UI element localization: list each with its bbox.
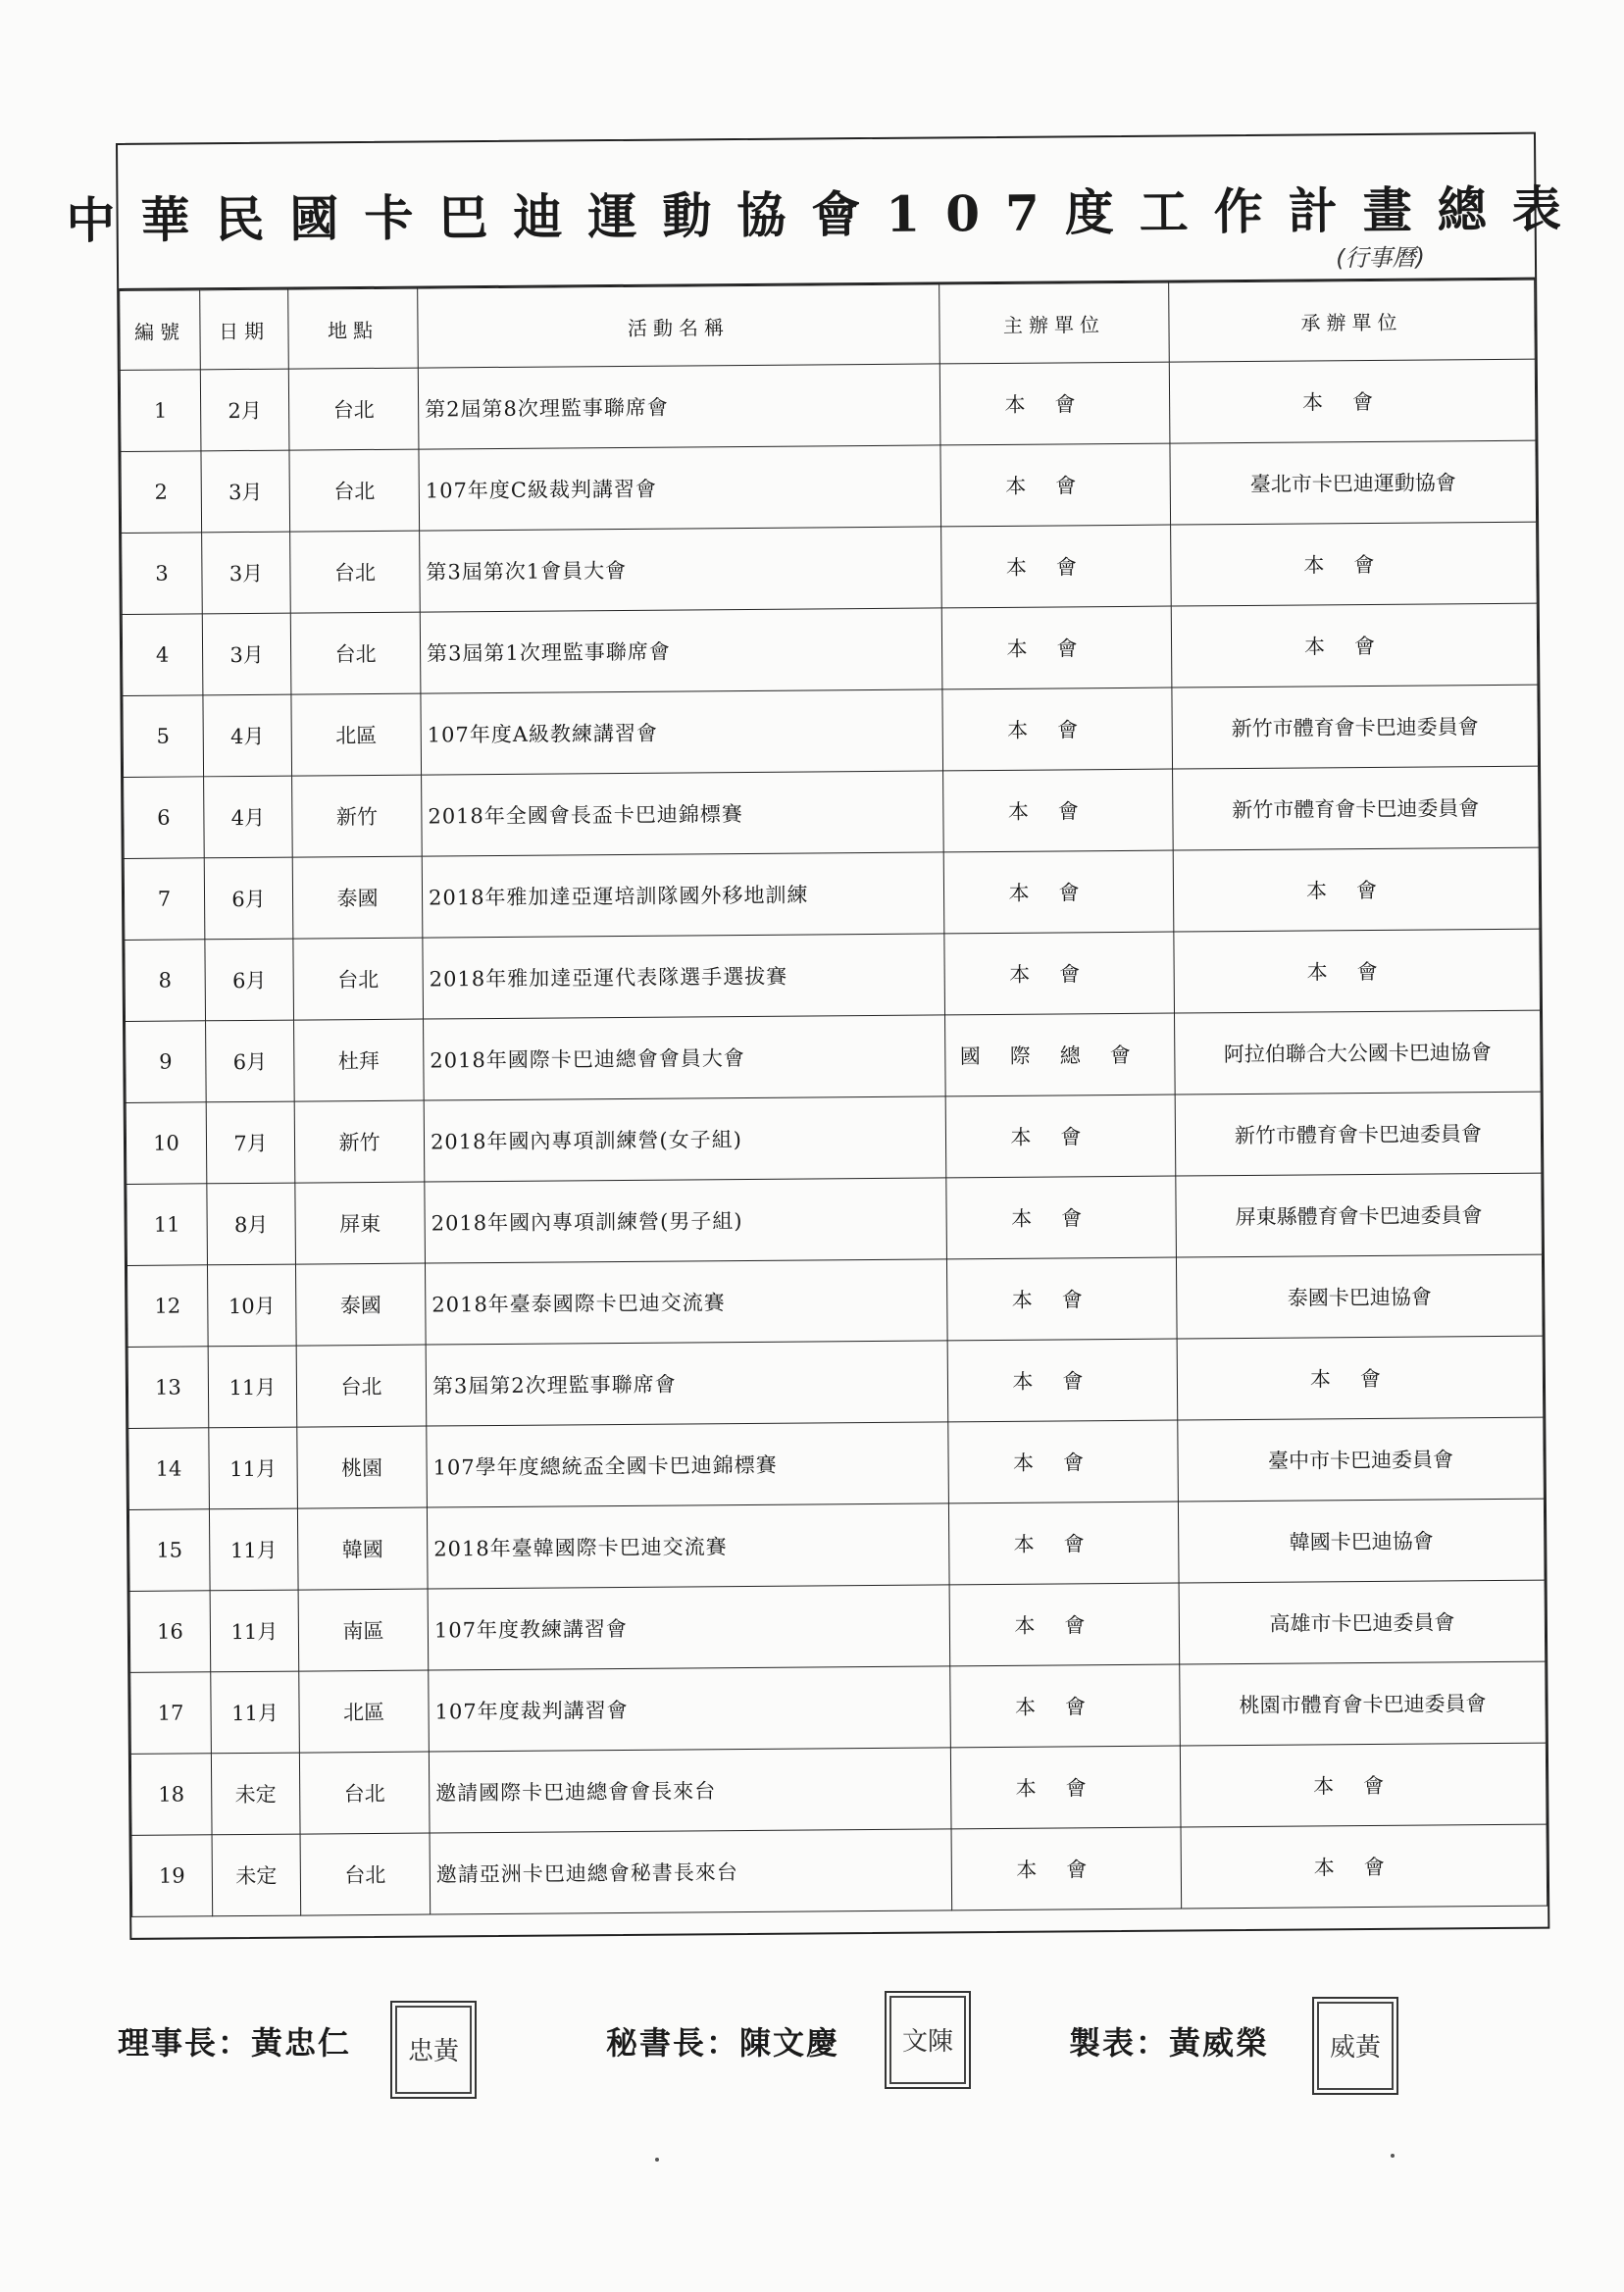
preparer-seal xyxy=(1312,1997,1398,2095)
cell-number: 2 xyxy=(121,451,202,534)
signature-row xyxy=(118,2001,1422,2109)
table-row xyxy=(129,1580,1546,1672)
cell-organizer: 本會 xyxy=(940,443,1171,527)
scan-speck xyxy=(1391,2154,1395,2158)
cell-location: 台北 xyxy=(289,449,420,532)
cell-number: 18 xyxy=(130,1754,212,1836)
cell-activity: 邀請國際卡巴迪總會會長來台 xyxy=(429,1748,951,1833)
cell-number: 4 xyxy=(122,614,203,696)
cell-location: 杜拜 xyxy=(294,1019,425,1101)
cell-organizer: 本會 xyxy=(946,1257,1177,1341)
svg-text:忠黃: 忠黃 xyxy=(407,2037,460,2066)
cell-location: 泰國 xyxy=(295,1263,426,1346)
cell-host: 新竹市體育會卡巴迪委員會 xyxy=(1172,685,1539,769)
cell-date: 11月 xyxy=(211,1671,300,1754)
table-row xyxy=(128,1499,1545,1591)
cell-date: 7月 xyxy=(206,1101,295,1184)
preparer-seal-icon xyxy=(1314,1999,1396,2093)
table-row xyxy=(120,359,1536,451)
cell-location: 台北 xyxy=(290,531,421,613)
cell-activity: 2018年雅加達亞運培訓隊國外移地訓練 xyxy=(422,852,944,938)
cell-number: 11 xyxy=(127,1184,208,1266)
cell-location: 台北 xyxy=(288,368,419,450)
cell-host: 泰國卡巴迪協會 xyxy=(1176,1254,1543,1339)
cell-date: 2月 xyxy=(200,369,289,451)
cell-organizer: 本會 xyxy=(950,1746,1181,1829)
table-row xyxy=(127,1336,1544,1428)
table-header-row xyxy=(120,280,1536,370)
cell-host: 本會 xyxy=(1174,929,1541,1013)
column-header-organizer: 主辦單位 xyxy=(939,282,1170,364)
table-row xyxy=(127,1173,1543,1265)
cell-number: 13 xyxy=(127,1347,209,1429)
cell-activity: 2018年國內專項訓練營(女子組) xyxy=(424,1096,946,1182)
cell-date: 11月 xyxy=(210,1590,299,1672)
table-row xyxy=(122,603,1538,695)
cell-location: 新竹 xyxy=(292,775,423,857)
cell-activity: 107年度裁判講習會 xyxy=(429,1666,951,1752)
table-body xyxy=(120,359,1547,1916)
cell-date: 6月 xyxy=(206,1020,295,1102)
cell-location: 台北 xyxy=(299,1752,430,1834)
cell-host: 本會 xyxy=(1173,847,1540,932)
cell-number: 6 xyxy=(124,777,205,859)
table-row xyxy=(125,929,1541,1021)
cell-number: 5 xyxy=(123,695,204,778)
cell-activity: 107年度教練講習會 xyxy=(428,1585,950,1670)
cell-host: 韓國卡巴迪協會 xyxy=(1178,1499,1545,1583)
cell-date: 6月 xyxy=(205,939,294,1021)
column-header-location: 地點 xyxy=(288,288,419,369)
cell-number: 8 xyxy=(125,940,206,1022)
preparer-signature: 製表：黃威榮 xyxy=(1069,2024,1270,2062)
cell-organizer: 本會 xyxy=(939,362,1170,445)
cell-location: 桃園 xyxy=(297,1426,428,1508)
cell-location: 屏東 xyxy=(295,1182,426,1264)
table-row xyxy=(122,522,1538,614)
cell-activity: 107學年度總統盃全國卡巴迪錦標賽 xyxy=(427,1422,949,1507)
table-row xyxy=(123,685,1539,777)
cell-organizer: 本會 xyxy=(950,1664,1181,1748)
cell-date: 3月 xyxy=(202,613,291,695)
cell-number: 9 xyxy=(126,1021,207,1103)
cell-host: 新竹市體育會卡巴迪委員會 xyxy=(1173,766,1540,850)
cell-number: 12 xyxy=(127,1265,208,1348)
document-frame xyxy=(66,132,1587,1940)
secretary-seal-icon xyxy=(887,1993,969,2087)
column-header-number: 編號 xyxy=(120,290,201,371)
cell-number: 1 xyxy=(120,370,201,452)
table-row xyxy=(124,766,1540,858)
cell-host: 本會 xyxy=(1180,1743,1547,1827)
cell-location: 台北 xyxy=(300,1833,431,1915)
cell-number: 10 xyxy=(126,1102,207,1185)
cell-date: 未定 xyxy=(211,1753,300,1835)
cell-number: 14 xyxy=(128,1428,210,1510)
cell-number: 7 xyxy=(124,858,205,941)
cell-date: 11月 xyxy=(208,1346,297,1428)
cell-organizer: 本會 xyxy=(943,850,1174,934)
cell-activity: 第3屆第1次理監事聯席會 xyxy=(420,608,942,693)
cell-organizer: 本會 xyxy=(948,1502,1179,1585)
chairman-signature: 理事長：黃忠仁 xyxy=(118,2024,352,2062)
cell-location: 南區 xyxy=(298,1589,429,1671)
cell-activity: 2018年全國會長盃卡巴迪錦標賽 xyxy=(422,771,944,856)
cell-activity: 2018年雅加達亞運代表隊選手選拔賽 xyxy=(423,934,945,1019)
cell-date: 8月 xyxy=(207,1183,296,1265)
cell-location: 泰國 xyxy=(292,856,423,939)
work-plan-table xyxy=(119,280,1548,1917)
table-row xyxy=(130,1661,1547,1754)
chairman-seal xyxy=(390,2001,477,2099)
cell-host: 新竹市體育會卡巴迪委員會 xyxy=(1175,1092,1542,1176)
cell-location: 新竹 xyxy=(294,1100,425,1183)
cell-location: 北區 xyxy=(291,693,422,776)
cell-host: 臺北市卡巴迪運動協會 xyxy=(1170,440,1537,525)
cell-date: 4月 xyxy=(204,776,293,858)
cell-host: 本會 xyxy=(1177,1336,1544,1420)
title-row xyxy=(66,134,1587,290)
cell-host: 高雄市卡巴迪委員會 xyxy=(1179,1580,1546,1664)
cell-host: 阿拉伯聯合大公國卡巴迪協會 xyxy=(1175,1010,1542,1095)
cell-number: 16 xyxy=(129,1591,211,1673)
table-row xyxy=(127,1254,1543,1347)
cell-organizer: 本會 xyxy=(946,1176,1177,1259)
cell-activity: 2018年臺韓國際卡巴迪交流賽 xyxy=(427,1503,949,1589)
secretary-signature: 秘書長：陳文慶 xyxy=(606,2024,840,2062)
cell-location: 北區 xyxy=(299,1670,430,1753)
cell-organizer: 本會 xyxy=(947,1339,1178,1422)
cell-location: 台北 xyxy=(290,612,421,694)
cell-host: 桃園市體育會卡巴迪委員會 xyxy=(1180,1661,1547,1746)
cell-date: 4月 xyxy=(203,694,292,777)
cell-activity: 2018年國際卡巴迪總會會員大會 xyxy=(424,1015,946,1100)
cell-date: 11月 xyxy=(209,1508,298,1591)
page-title: 中華民國卡巴迪運動協會107度工作計畫總表 xyxy=(66,179,1587,250)
cell-activity: 2018年國內專項訓練營(男子組) xyxy=(425,1178,947,1263)
cell-number: 15 xyxy=(128,1509,210,1592)
cell-organizer: 本會 xyxy=(942,688,1173,771)
cell-date: 未定 xyxy=(212,1834,301,1916)
cell-number: 3 xyxy=(122,533,203,615)
column-header-date: 日期 xyxy=(200,289,289,370)
table-row xyxy=(130,1743,1547,1835)
cell-host: 臺中市卡巴迪委員會 xyxy=(1178,1417,1545,1502)
cell-organizer: 本會 xyxy=(944,932,1175,1015)
column-header-host: 承辦單位 xyxy=(1169,280,1536,362)
cell-activity: 第3屆第次1會員大會 xyxy=(420,527,942,612)
title-note: (行事曆) xyxy=(1336,243,1426,273)
cell-activity: 2018年臺泰國際卡巴迪交流賽 xyxy=(425,1259,947,1345)
table-row xyxy=(124,847,1540,940)
cell-organizer: 本會 xyxy=(951,1827,1182,1910)
secretary-seal xyxy=(885,1991,971,2089)
cell-date: 3月 xyxy=(201,450,290,533)
cell-host: 本會 xyxy=(1169,359,1536,443)
cell-date: 11月 xyxy=(209,1427,298,1509)
cell-organizer: 國際總會 xyxy=(945,1013,1176,1096)
table-row xyxy=(126,1010,1542,1102)
cell-organizer: 本會 xyxy=(948,1420,1179,1503)
cell-host: 屏東縣體育會卡巴迪委員會 xyxy=(1176,1173,1543,1257)
cell-organizer: 本會 xyxy=(943,769,1174,852)
cell-organizer: 本會 xyxy=(945,1095,1176,1178)
cell-date: 3月 xyxy=(202,532,291,614)
cell-number: 19 xyxy=(131,1835,213,1917)
svg-text:文陳: 文陳 xyxy=(901,2027,954,2057)
cell-organizer: 本會 xyxy=(941,525,1172,608)
table-row xyxy=(128,1417,1545,1509)
cell-organizer: 本會 xyxy=(949,1583,1180,1666)
cell-activity: 第3屆第2次理監事聯席會 xyxy=(426,1341,948,1426)
svg-text:威黃: 威黃 xyxy=(1329,2033,1382,2063)
cell-activity: 邀請亞洲卡巴迪總會秘書長來台 xyxy=(430,1829,952,1914)
cell-host: 本會 xyxy=(1181,1824,1548,1909)
column-header-activity: 活動名稱 xyxy=(418,284,940,368)
cell-date: 10月 xyxy=(207,1264,296,1347)
cell-host: 本會 xyxy=(1171,522,1538,606)
scan-speck xyxy=(655,2158,659,2162)
cell-activity: 107年度A級教練講習會 xyxy=(421,689,943,775)
table-row xyxy=(121,440,1537,533)
cell-organizer: 本會 xyxy=(941,606,1172,689)
table-row xyxy=(131,1824,1548,1916)
cell-activity: 107年度C級裁判講習會 xyxy=(419,445,941,531)
cell-number: 17 xyxy=(130,1672,212,1755)
cell-host: 本會 xyxy=(1171,603,1538,688)
table-row xyxy=(126,1092,1542,1184)
chairman-seal-icon xyxy=(392,2003,475,2097)
cell-activity: 第2屆第8次理監事聯席會 xyxy=(418,364,940,449)
cell-date: 6月 xyxy=(204,857,293,940)
cell-location: 台北 xyxy=(293,938,424,1020)
cell-location: 韓國 xyxy=(297,1507,428,1590)
cell-location: 台北 xyxy=(296,1345,427,1427)
